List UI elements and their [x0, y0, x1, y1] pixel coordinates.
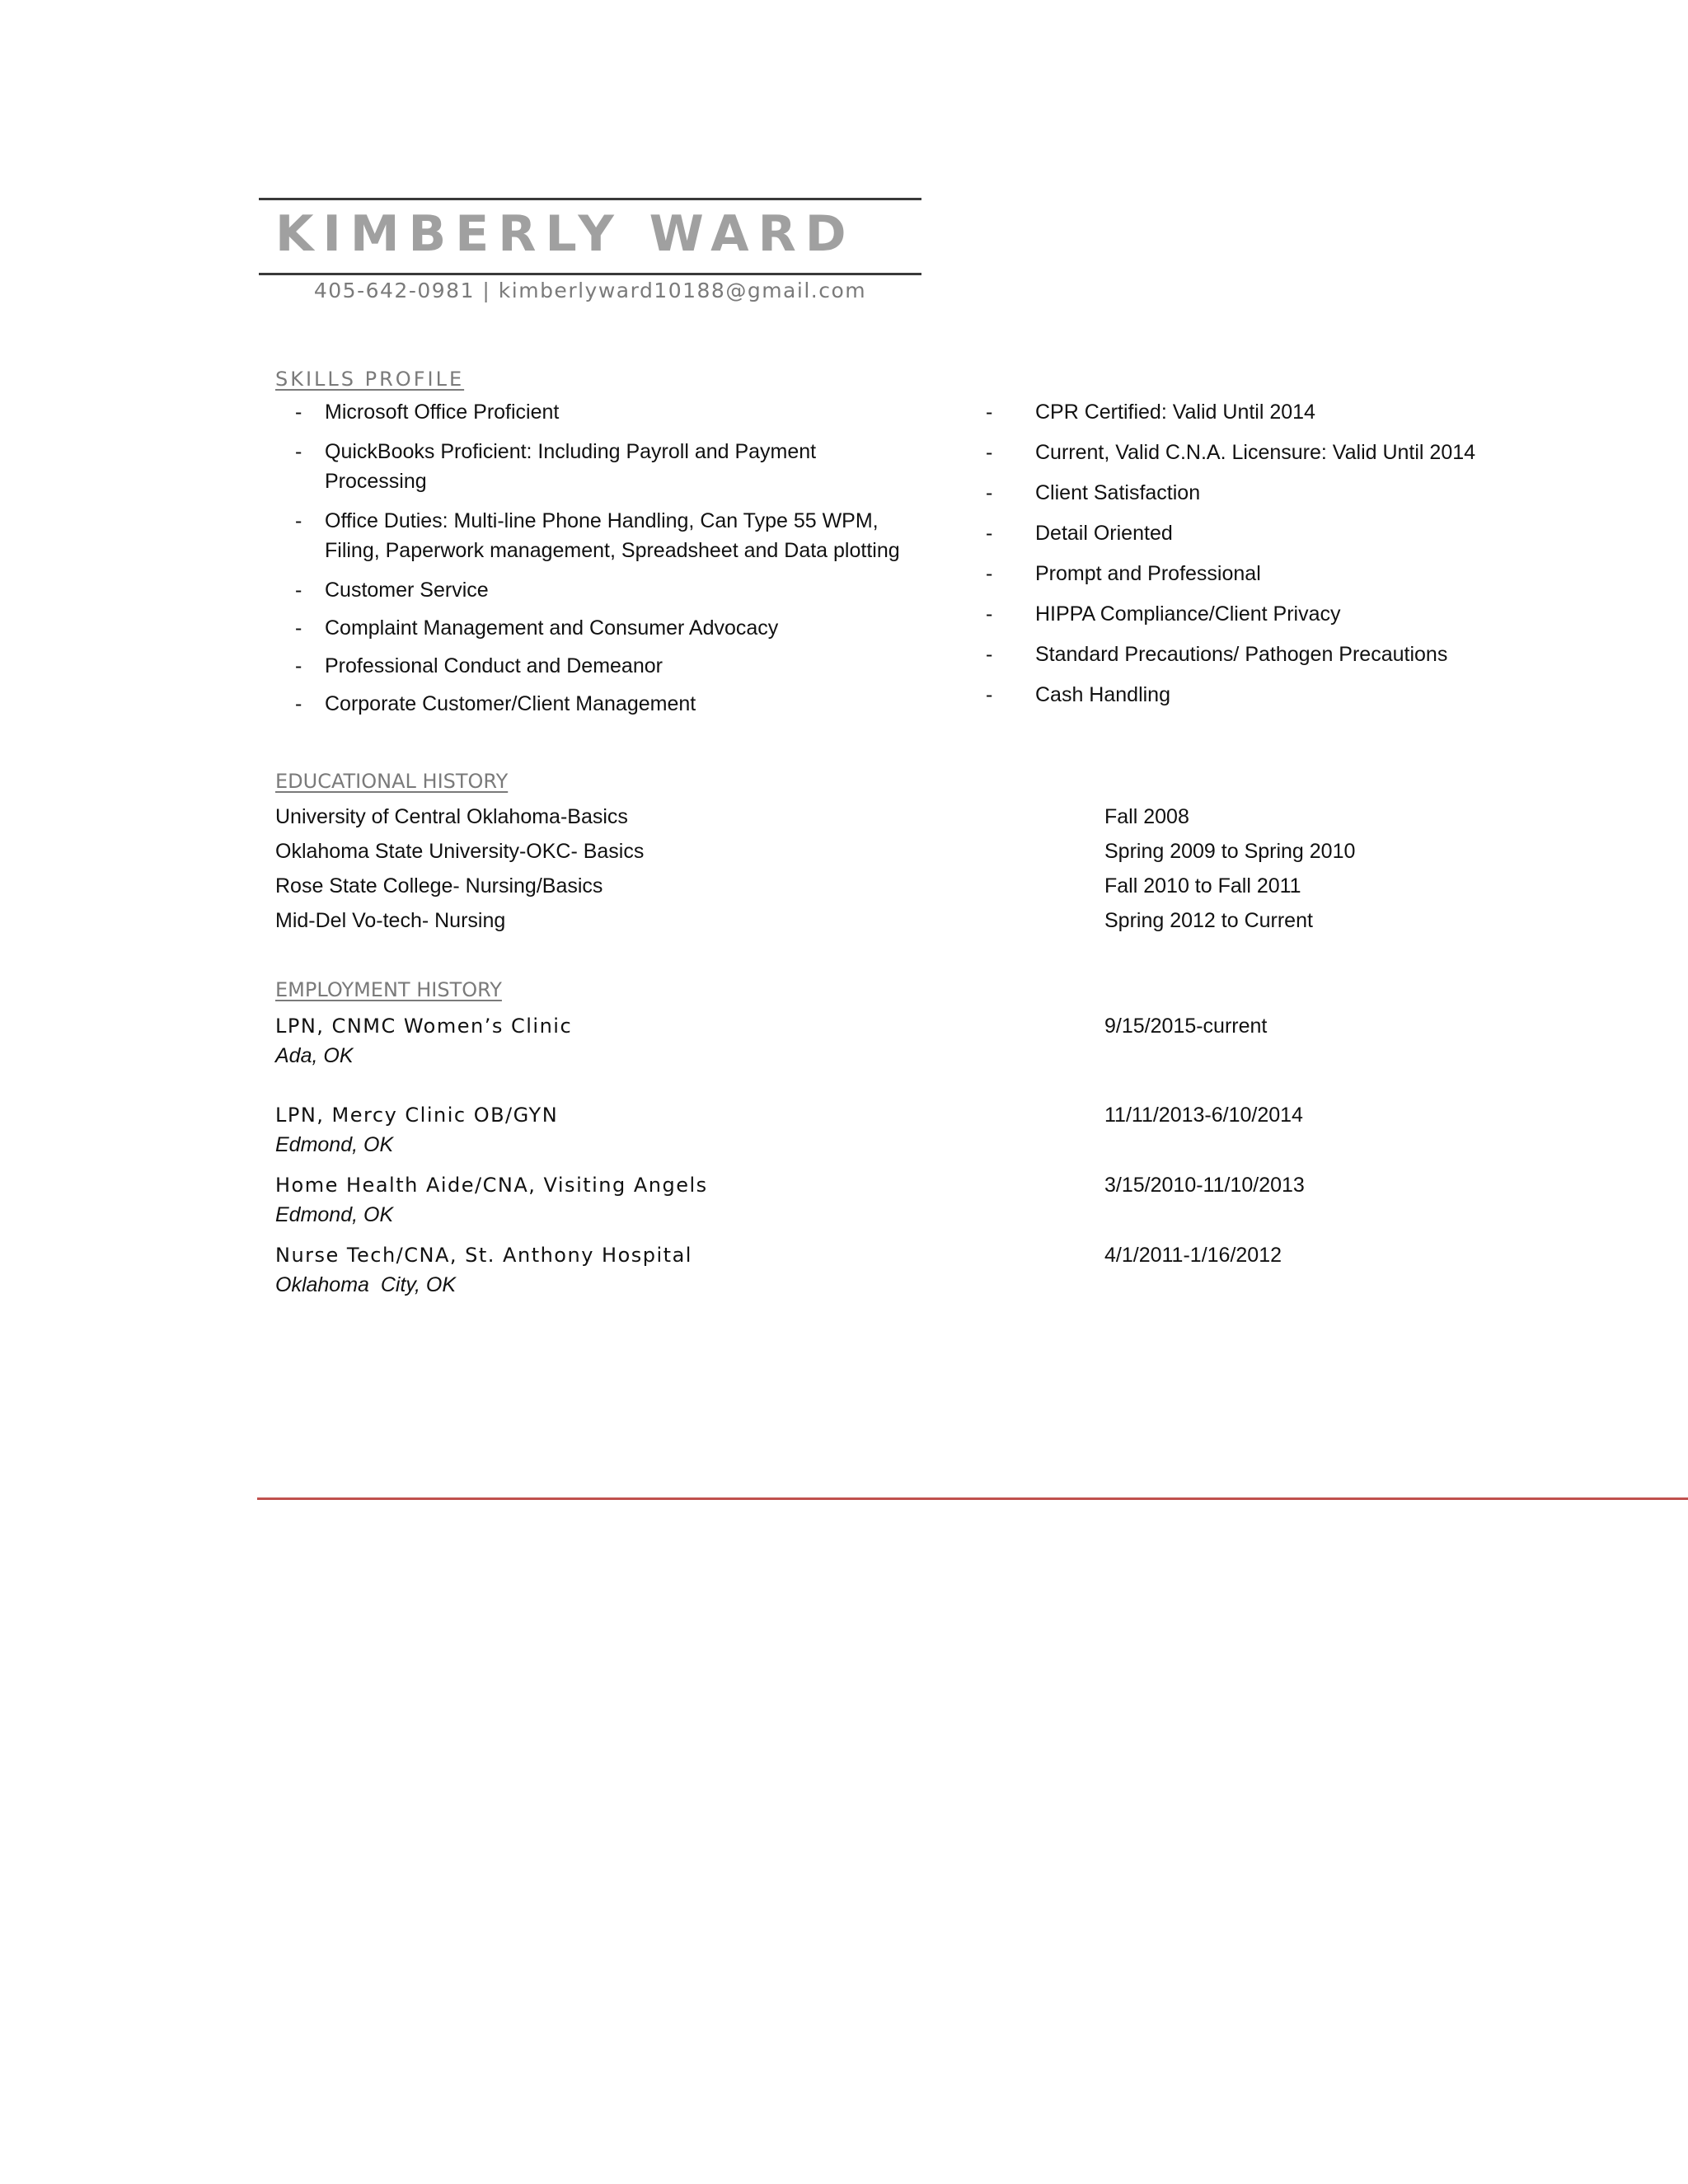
- education-heading: EDUCATIONAL HISTORY: [275, 770, 509, 793]
- bullet-dash: -: [986, 522, 993, 545]
- skill-item: [986, 397, 1522, 427]
- skill-item: [295, 575, 938, 605]
- skill-text: QuickBooks Proficient: Including Payroll and Payment Processing: [325, 440, 817, 493]
- skill-text: Professional Conduct and Demeanor: [325, 654, 663, 677]
- bullet-dash: -: [295, 654, 302, 677]
- candidate-name: KIMBERLY WARD: [275, 205, 856, 263]
- school-term: Fall 2010 to Fall 2011: [1104, 874, 1301, 898]
- bullet-dash: -: [295, 579, 302, 602]
- skill-item: [986, 438, 1522, 467]
- job-location: Oklahoma City, OK: [275, 1273, 457, 1296]
- skill-text: Client Satisfaction: [1035, 481, 1201, 504]
- skill-text: HIPPA Compliance/Client Privacy: [1035, 602, 1341, 626]
- skill-item: [295, 437, 823, 496]
- skill-item: [295, 689, 938, 719]
- bullet-dash: -: [295, 509, 302, 532]
- job-dates: 9/15/2015-current: [1104, 1015, 1268, 1038]
- skill-text: Detail Oriented: [1035, 522, 1173, 545]
- skill-text: Cash Handling: [1035, 683, 1170, 706]
- job-dates: 4/1/2011-1/16/2012: [1104, 1244, 1282, 1267]
- bullet-dash: -: [295, 440, 302, 463]
- job-title: LPN, CNMC Women’s Clinic: [275, 1015, 573, 1038]
- bullet-dash: -: [986, 643, 993, 666]
- bullet-dash: -: [986, 481, 993, 504]
- job-location: Ada, OK: [275, 1044, 354, 1067]
- skills-heading: SKILLS PROFILE: [275, 368, 465, 391]
- skill-item: [986, 559, 1522, 588]
- bullet-dash: -: [295, 401, 302, 424]
- school-term: Spring 2009 to Spring 2010: [1104, 840, 1356, 863]
- skill-text: CPR Certified: Valid Until 2014: [1035, 401, 1315, 424]
- job-title: Home Health Aide/CNA, Visiting Angels: [275, 1174, 708, 1197]
- footer-rule: [257, 1497, 1688, 1500]
- school-name: Oklahoma State University-OKC- Basics: [275, 840, 645, 863]
- bullet-dash: -: [295, 616, 302, 640]
- school-term: Fall 2008: [1104, 805, 1189, 828]
- skill-text: Complaint Management and Consumer Advocacy: [325, 616, 779, 640]
- school-term: Spring 2012 to Current: [1104, 909, 1313, 932]
- skill-item: [986, 599, 1522, 629]
- skill-text: Standard Precautions/ Pathogen Precautions: [1035, 643, 1448, 666]
- job-dates: 3/15/2010-11/10/2013: [1104, 1174, 1305, 1197]
- skill-text: Office Duties: Multi-line Phone Handling, Can Type 55 WPM, Filing, Paperwork management, Spreadsheet and Data plotting: [325, 509, 900, 562]
- header-top-rule: [259, 198, 921, 200]
- bullet-dash: -: [986, 602, 993, 626]
- skill-text: Current, Valid C.N.A. Licensure: Valid Until 2014: [1035, 441, 1476, 464]
- skill-text: Corporate Customer/Client Management: [325, 692, 696, 715]
- school-name: Rose State College- Nursing/Basics: [275, 874, 603, 898]
- bullet-dash: -: [986, 683, 993, 706]
- skill-item: [295, 397, 938, 427]
- skill-item: [986, 478, 1522, 508]
- school-name: University of Central Oklahoma-Basics: [275, 805, 628, 828]
- job-title: Nurse Tech/CNA, St. Anthony Hospital: [275, 1244, 692, 1267]
- skills-list-left: [295, 397, 938, 719]
- skill-item: [986, 518, 1522, 548]
- bullet-dash: -: [986, 401, 993, 424]
- employment-heading: EMPLOYMENT HISTORY: [275, 978, 502, 1001]
- skill-item: [295, 506, 909, 565]
- job-dates: 11/11/2013-6/10/2014: [1104, 1104, 1303, 1127]
- skills-list-right: [986, 397, 1522, 710]
- contact-line: 405-642-0981 | kimberlyward10188@gmail.com: [313, 279, 867, 302]
- header-bottom-rule: [259, 273, 921, 275]
- bullet-dash: -: [986, 441, 993, 464]
- bullet-dash: -: [986, 562, 993, 585]
- school-name: Mid-Del Vo-tech- Nursing: [275, 909, 506, 932]
- job-title: LPN, Mercy Clinic OB/GYN: [275, 1104, 559, 1127]
- skill-item: [986, 680, 1522, 710]
- skill-text: Customer Service: [325, 579, 489, 602]
- bullet-dash: -: [295, 692, 302, 715]
- skill-item: [986, 640, 1522, 669]
- skill-item: [295, 613, 938, 643]
- job-location: Edmond, OK: [275, 1133, 394, 1156]
- job-location: Edmond, OK: [275, 1203, 394, 1226]
- skill-text: Microsoft Office Proficient: [325, 401, 560, 424]
- skill-item: [295, 651, 938, 681]
- skill-text: Prompt and Professional: [1035, 562, 1261, 585]
